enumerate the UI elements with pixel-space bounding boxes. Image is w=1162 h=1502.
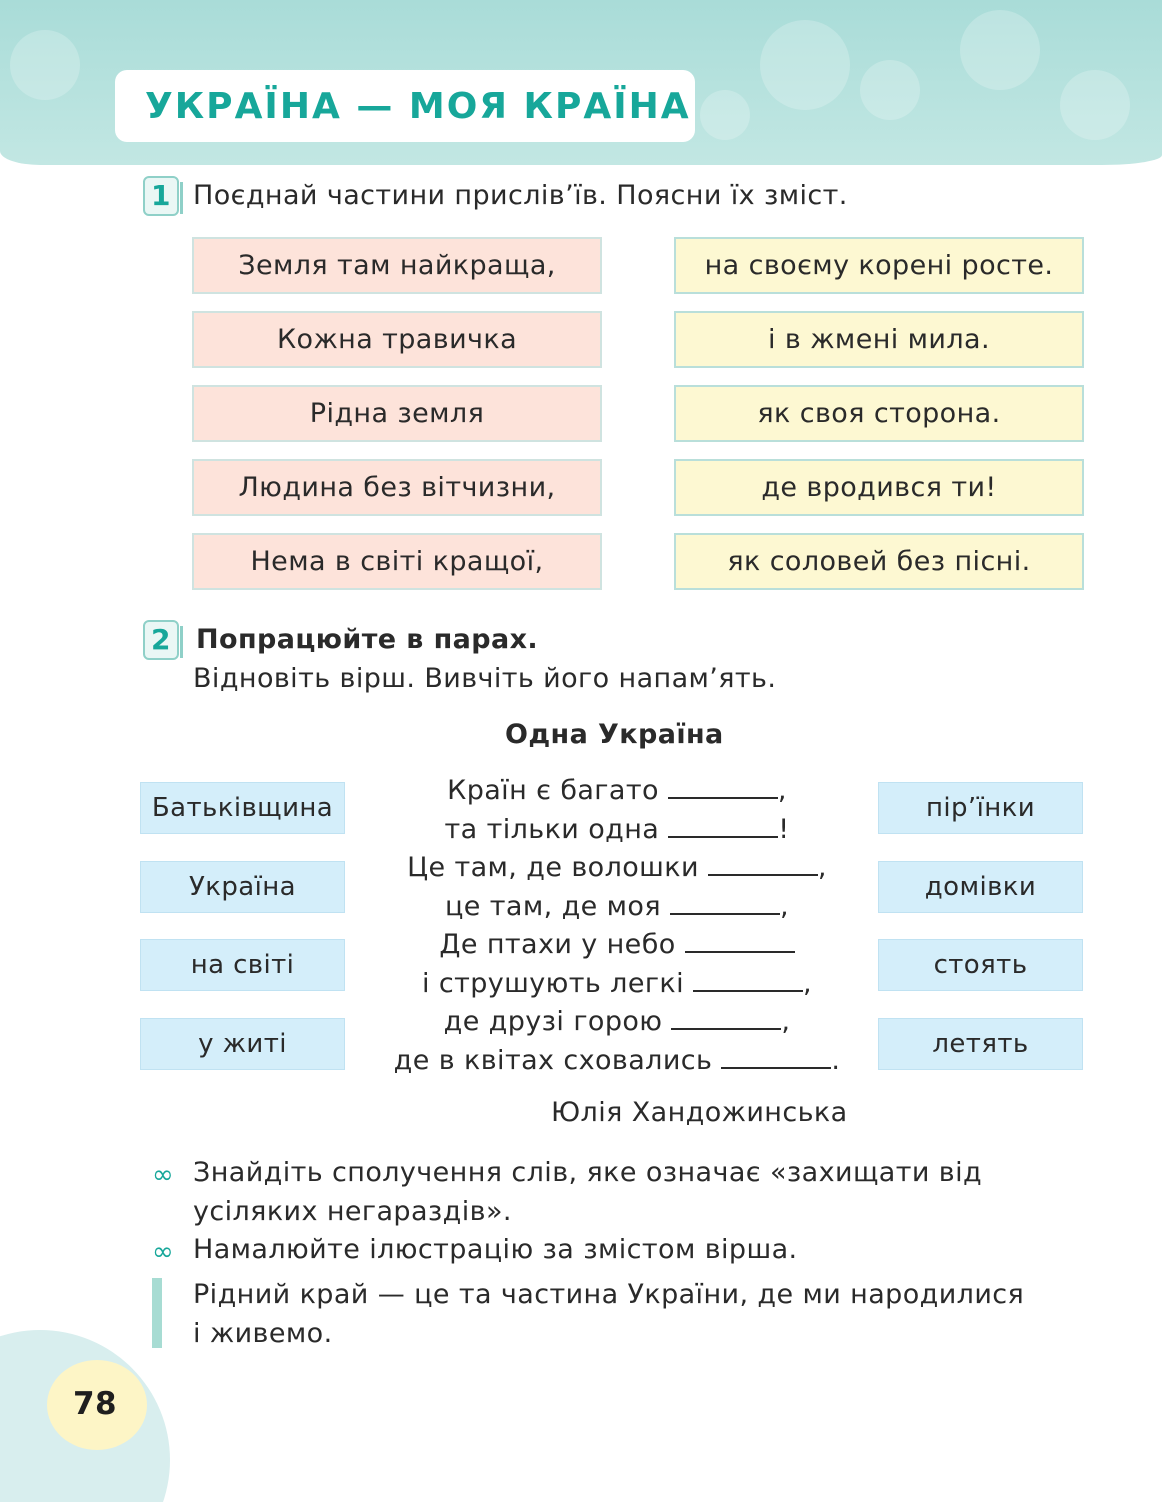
extra-task-a-line1: Знайдіть сполучення слів, яке означає «захищати від <box>193 1157 983 1188</box>
page-number: 78 <box>73 1386 117 1422</box>
word-right-2[interactable]: домівки <box>878 861 1083 913</box>
extra-task-a-line2: усіляких негараздів». <box>193 1196 512 1227</box>
task-2-heading: Попрацюйте в парах. <box>196 624 539 655</box>
blank-8[interactable] <box>721 1067 831 1069</box>
blank-3[interactable] <box>708 874 818 876</box>
poem-title: Одна Україна <box>505 719 724 750</box>
word-right-1[interactable]: пір’їнки <box>878 782 1083 834</box>
poem-line-4: це там, де моя , <box>445 891 789 922</box>
proverb-end-4[interactable]: де вродився ти! <box>674 459 1084 516</box>
pair-work-icon: ∞ <box>152 1237 175 1267</box>
poem-author: Юлія Хандожинська <box>551 1097 848 1128</box>
blank-6[interactable] <box>693 990 803 992</box>
proverb-end-2[interactable]: і в жмені мила. <box>674 311 1084 368</box>
word-right-4[interactable]: летять <box>878 1018 1083 1070</box>
poem-line-6: і струшують легкі , <box>421 968 813 999</box>
task-2-number: 2 <box>143 620 179 660</box>
word-left-1[interactable]: Батьківщина <box>140 782 345 834</box>
extra-task-b: Намалюйте ілюстрацію за змістом вірша. <box>193 1234 798 1265</box>
proverb-end-3[interactable]: як своя сторона. <box>674 385 1084 442</box>
blank-4[interactable] <box>670 913 780 915</box>
proverb-end-1[interactable]: на своєму корені росте. <box>674 237 1084 294</box>
pair-work-icon: ∞ <box>152 1160 175 1190</box>
poem-line-1: Країн є багато , <box>447 775 787 806</box>
task-1-number: 1 <box>143 176 179 216</box>
poem-line-3: Це там, де волошки , <box>407 852 827 883</box>
word-left-2[interactable]: Україна <box>140 861 345 913</box>
blank-5[interactable] <box>685 951 795 953</box>
poem-line-8: де в квітах сховались . <box>393 1045 841 1076</box>
note-side-bar <box>152 1278 162 1348</box>
proverb-start-2[interactable]: Кожна травичка <box>192 311 602 368</box>
proverb-start-5[interactable]: Нема в світі кращої, <box>192 533 602 590</box>
note-line-1: Рідний край — це та частина України, де ми народилися <box>193 1279 1025 1310</box>
word-right-3[interactable]: стоять <box>878 939 1083 991</box>
blank-2[interactable] <box>668 836 778 838</box>
blank-1[interactable] <box>668 797 778 799</box>
blank-7[interactable] <box>671 1028 781 1030</box>
poem-line-7: де друзі горою , <box>443 1006 791 1037</box>
proverb-start-4[interactable]: Людина без вітчизни, <box>192 459 602 516</box>
page-title: УКРАЇНА — МОЯ КРАЇНА <box>145 86 691 127</box>
poem-line-5: Де птахи у небо <box>357 929 877 960</box>
proverb-start-3[interactable]: Рідна земля <box>192 385 602 442</box>
task-2-instruction: Відновіть вірш. Вивчіть його напам’ять. <box>193 663 777 694</box>
poem-line-2: та тільки одна ! <box>444 814 790 845</box>
proverb-end-5[interactable]: як соловей без пісні. <box>674 533 1084 590</box>
proverb-start-1[interactable]: Земля там найкраща, <box>192 237 602 294</box>
task-1-instruction: Поєднай частини прислів’їв. Поясни їх зміст. <box>193 180 848 211</box>
note-line-2: і живемо. <box>193 1318 333 1349</box>
word-left-3[interactable]: на світі <box>140 939 345 991</box>
word-left-4[interactable]: у житі <box>140 1018 345 1070</box>
